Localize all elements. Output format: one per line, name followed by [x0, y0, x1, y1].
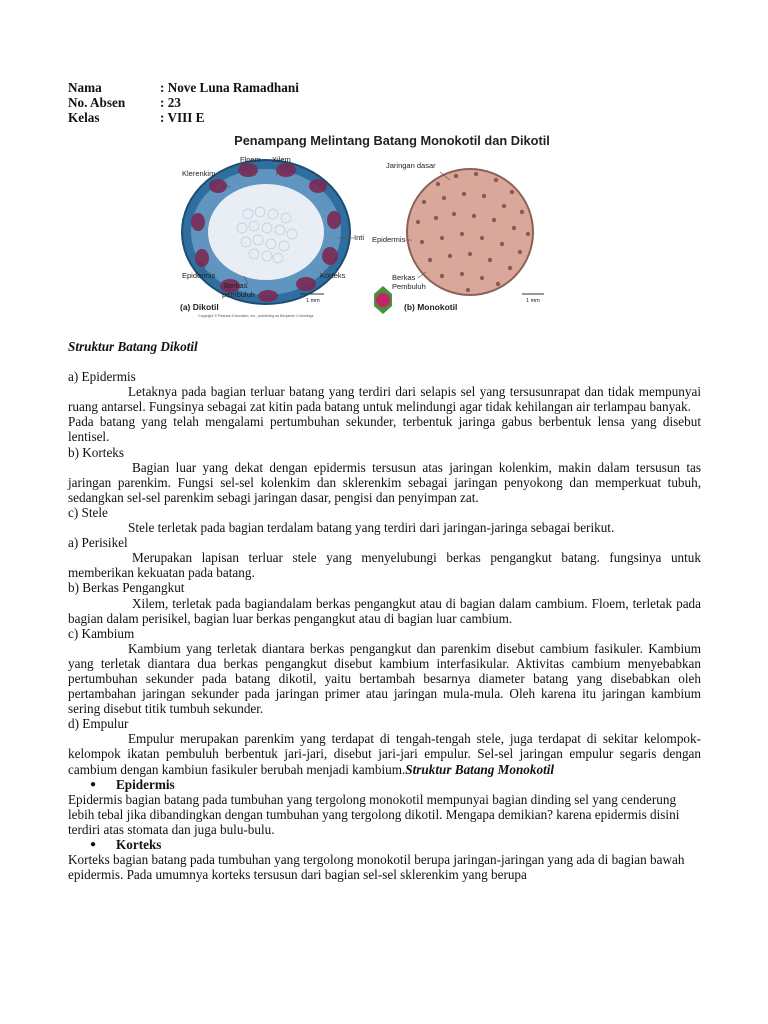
label-korteks: Korteks — [320, 271, 346, 280]
info-value: : 23 — [160, 95, 181, 110]
label-pembuluh-dicot: pembuluh — [222, 290, 255, 299]
heading-stele: c) Stele — [68, 504, 108, 520]
stem-cross-section-figure — [178, 132, 606, 318]
paragraph-stele: Stele terletak pada bagian terdalam batang yang terdiri dari jaringan-jaringa sebagai berikut. — [128, 520, 615, 536]
heading-epidermis: a) Epidermis — [68, 369, 136, 385]
paragraph-epidermis: Letaknya pada bagian terluar batang yang terdiri dari selapis sel yang tersusunrapat dan tidak mempunyai ruang antarsel. Fungsinya sebagai zat kitin pada batang untuk melindungi agar tidak kehilangan air terlampau banyak. — [68, 384, 701, 415]
info-row-kelas — [68, 110, 701, 125]
paragraph-empulur-text: Empulur merupakan parenkim yang terdapat di tengah-tengah stele, juga terdapat di sekitar kelompok-kelompok ikatan pembuluh berbentuk jari-jari, disebut jari-jari empulur. Sel-sel jaringan empulur segaris dengan cambium dengan kambiun fasikuler berubah menjadi kambium. — [68, 731, 701, 777]
caption-dicot: (a) Dikotil — [180, 302, 219, 312]
paragraph-berkas-pengangkut: Xilem, terletak pada bagiandalam berkas pengangkut atau di bagian dalam cambium. Floem, terletak pada bagian dalam perisikel, bagian luar berkas pengangkut atau di bagian luar cambium. — [68, 595, 701, 626]
student-info — [68, 80, 701, 125]
info-row-absen — [68, 95, 701, 110]
document-page — [68, 78, 701, 882]
biology-logo — [374, 286, 392, 314]
paragraph-monokotil-korteks: Korteks bagian batang pada tumbuhan yang tergolong monokotil berupa jaringan-jaringan yang ada di bagian bawah epidermis. Pada umumnya korteks tersusun dari bagian sel-sel sklerenkim yang berupa — [68, 852, 685, 883]
bullet-epidermis — [68, 777, 701, 792]
label-xilem: Xilem — [272, 155, 291, 164]
label-inti: Inti — [354, 233, 365, 242]
figure-title: Penampang Melintang Batang Monokotil dan Dikotil — [234, 133, 550, 148]
paragraph-monokotil-epidermis: Epidermis bagian batang pada tumbuhan yang tergolong monokotil mempunyai bagian dinding sel yang cenderung lebih tebal jika dibandingkan dengan tumbuhan yang tergolong dikotil. Mengapa demikian? karena epidermis disini terdiri atas stomata dan juga bulu-bulu. — [68, 791, 680, 837]
bullet-label: Korteks — [116, 837, 162, 852]
caption-monocot: (b) Monokotil — [404, 302, 458, 312]
label-pembuluh-monocot: Pembuluh — [392, 282, 426, 291]
bullet-dot-icon: ● — [90, 778, 97, 790]
info-key: No. Absen — [68, 95, 126, 110]
label-berkas-monocot: Berkas — [392, 273, 416, 282]
stem-diagram — [178, 154, 606, 318]
paragraph-perisikel: Merupakan lapisan terluar stele yang menyelubungi berkas pengangkut batang. fungsinya untuk memberikan kekuatan pada batang. — [68, 550, 701, 581]
label-epidermis-dicot: Epidermis — [182, 271, 216, 280]
scale-label-dicot: 1 mm — [306, 298, 320, 304]
info-key: Nama — [68, 80, 102, 95]
label-berkas-dicot: Berkas — [224, 281, 248, 290]
bullet-korteks — [68, 837, 701, 852]
bullet-dot-icon: ● — [90, 839, 97, 850]
paragraph-kambium: Kambium yang terletak diantara berkas pengangkut dan parenkim disebut cambium fasikuler. Kambium yang terletak diantara dua berkas pengangkut disebut kambium interfasikular. Aktivitas cambium menyebabkan pertumbuhan sekunder pada batang dikotil, yaitu bertambah besarnya diameter batang yang disebabkan oleh pertambahan jaringan sekunder pada jaringan primer atau jaringan mula-mula. Oleh karena itu jaringan kambium sering disebut titik tumbuh sekunder. — [68, 640, 701, 717]
heading-kambium: c) Kambium — [68, 625, 135, 641]
section-title-monokotil: Struktur Batang Monokotil — [405, 761, 555, 777]
bullet-label: Epidermis — [116, 776, 175, 792]
paragraph-lentisel: Pada batang yang telah mengalami pertumbuhan sekunder, terbentuk jaringa gabus berbentuk lensa yang disebut lentisel. — [68, 414, 701, 445]
heading-berkas-pengangkut: b) Berkas Pengangkut — [68, 580, 185, 596]
section-title-dikotil: Struktur Batang Dikotil — [68, 339, 198, 354]
heading-perisikel: a) Perisikel — [68, 535, 128, 551]
label-klerenkim: Klerenkim — [182, 169, 216, 178]
label-jaringan-dasar: Jaringan dasar — [386, 161, 436, 170]
label-floem: Floem — [240, 155, 261, 164]
copyright-text: Copyright © Pearson Education, Inc., publishing as Benjamin Cummings. — [198, 314, 315, 318]
info-key: Kelas — [68, 110, 100, 125]
heading-korteks: b) Korteks — [68, 444, 125, 460]
dicot-stem-illustration — [180, 155, 364, 318]
label-epidermis-monocot: Epidermis — [372, 235, 406, 244]
monocot-stem-illustration — [372, 161, 544, 312]
info-row-name — [68, 80, 701, 95]
paragraph-empulur — [68, 731, 701, 776]
scale-label-monocot: 1 mm — [526, 298, 540, 304]
paragraph-korteks: Bagian luar yang dekat dengan epidermis tersusun atas jaringan kolenkim, makin dalam tersusun tas jaringan parenkim. Fungsi sel-sel kolenkim dan sklerenkim sebagai jaringan penyokong dan memperkuat tubuh, sedangkan sel-sel parenkim sebagi jaringan dasar, pengisi dan penyimpan zat. — [68, 459, 701, 505]
info-value: : Nove Luna Ramadhani — [160, 80, 299, 95]
heading-empulur: d) Empulur — [68, 716, 129, 732]
info-value: : VIII E — [160, 110, 205, 125]
